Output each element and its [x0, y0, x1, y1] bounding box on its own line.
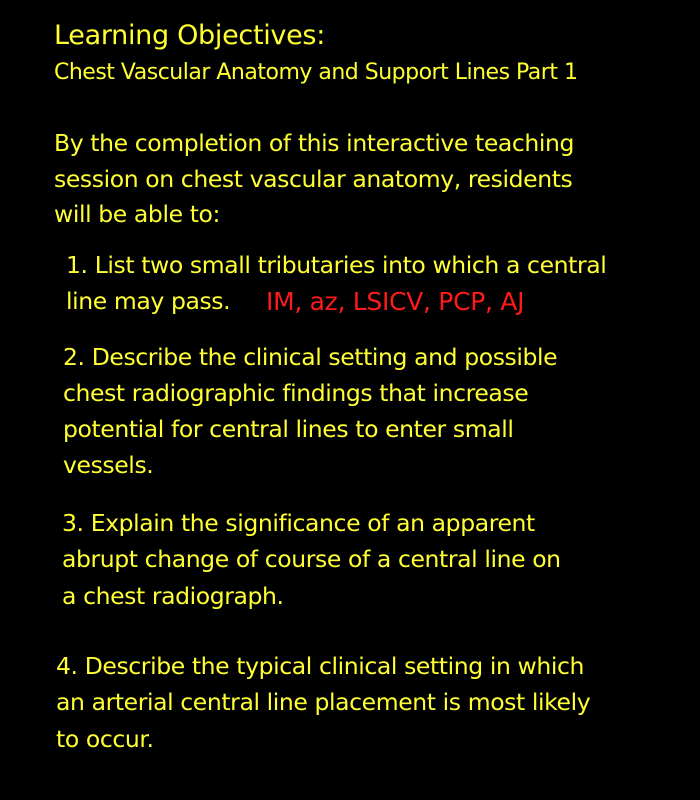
objective-line: 1. List two small tributaries into which a central [66, 251, 607, 279]
objective-line: 3. Explain the significance of an apparent [62, 509, 535, 537]
objective-line: potential for central lines to enter small [63, 415, 514, 443]
intro-line: By the completion of this interactive teaching [54, 129, 575, 157]
objective-line: to occur. [56, 725, 154, 753]
slide-subtitle: Chest Vascular Anatomy and Support Lines Part 1 [54, 60, 578, 85]
intro-line: session on chest vascular anatomy, residents [54, 165, 573, 193]
objective-line: 4. Describe the typical clinical setting in which [56, 652, 584, 680]
objective-line: abrupt change of course of a central line on [62, 545, 561, 573]
objective-line: chest radiographic findings that increase [63, 379, 529, 407]
objective-line: line may pass. [66, 287, 231, 315]
objective-line: an arterial central line placement is most likely [56, 688, 591, 716]
objective-line: 2. Describe the clinical setting and possible [63, 343, 558, 371]
slide-title: Learning Objectives: [54, 20, 325, 51]
objective-line: vessels. [63, 451, 154, 479]
intro-line: will be able to: [54, 200, 221, 228]
answer-annotation: IM, az, LSICV, PCP, AJ [266, 287, 525, 316]
objective-line: a chest radiograph. [62, 582, 284, 610]
